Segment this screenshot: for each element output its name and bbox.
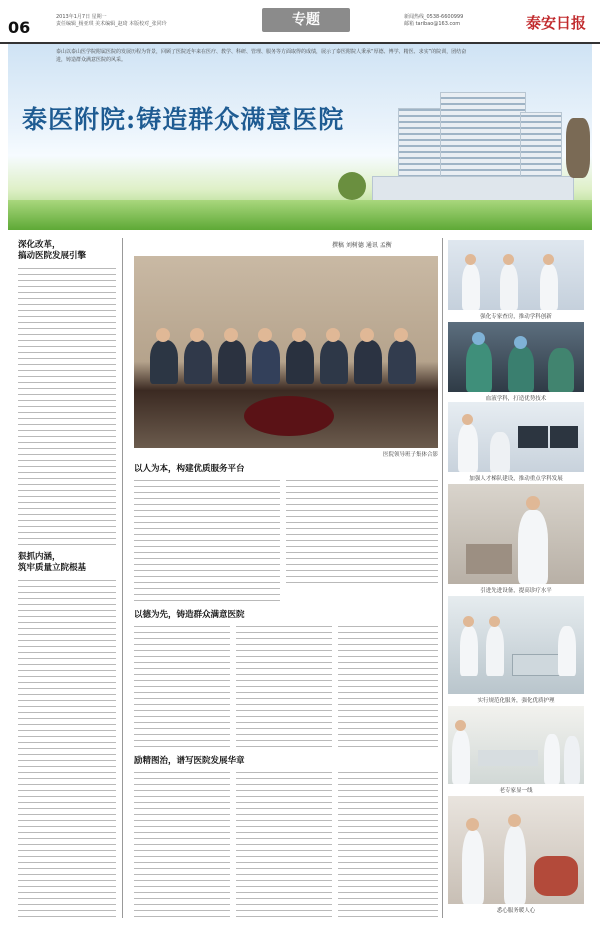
article-text	[134, 624, 230, 750]
section-title: 励精图治，谱写医院发展华章	[134, 756, 245, 766]
group-photo	[134, 256, 438, 448]
edition-date: 2013年1月7日 星期一	[56, 14, 107, 20]
photo-caption: 加强人才梯队建设，推动重点学科发展	[469, 476, 563, 482]
photo-caption: 强化专家查房，推动学科创新	[480, 314, 552, 320]
side-photo	[448, 796, 584, 904]
side-photo	[448, 706, 584, 784]
byline: 撰稿 刘树德 通讯 孟衡	[332, 242, 392, 249]
page-number: 06	[8, 18, 31, 37]
side-photo	[448, 322, 584, 392]
edition-meta	[56, 14, 167, 28]
article-text	[236, 624, 332, 750]
photo-caption: 引进先进设备，提高诊疗水平	[480, 588, 552, 594]
article-text	[338, 624, 438, 750]
article-text	[286, 478, 438, 588]
article-text	[18, 578, 116, 918]
side-photo	[448, 484, 584, 584]
side-photo	[448, 402, 584, 472]
side-photo	[448, 596, 584, 694]
article-text	[134, 770, 230, 918]
page-headline: 泰医附院:铸造群众满意医院	[22, 105, 345, 134]
banner-intro: 泰山以泰山医学院附属医院的发展历程为背景，回顾了医院近年来在医疗、教学、科研、管理、服务等方面取得的成绩，展示了泰医附院人秉承“厚德、博学、精医、求实”的院训，团结奋进，铸造群众满意医院的风采。	[56, 49, 467, 63]
section-tag: 专题	[262, 8, 350, 32]
building-base	[372, 176, 574, 202]
article-text	[338, 770, 438, 918]
contact-email: 邮箱 taribao@163.com	[404, 21, 461, 27]
photo-caption: 老专家显一线	[499, 788, 533, 794]
tree-graphic	[566, 118, 590, 178]
photo-caption: 悉心服务暖人心	[496, 908, 536, 914]
news-hotline: 新闻热线_0538-6600999	[404, 14, 464, 20]
newspaper-logo: 泰安日报	[526, 14, 587, 32]
tree-graphic	[338, 172, 366, 200]
side-photo	[448, 240, 584, 310]
article-text	[236, 770, 332, 918]
photo-caption: 血液学科，打造优势技术	[485, 396, 547, 402]
section-title: 深化改革， 搞动医院发展引擎	[18, 240, 87, 261]
section-title: 狠抓内涵， 筑牢质量立院根基	[18, 552, 87, 573]
banner-lawn	[8, 200, 592, 230]
column-divider	[442, 238, 443, 918]
photo-caption: 实行规范化服务，强化优质护理	[477, 698, 555, 704]
section-title: 以德为先，铸造群众满意医院	[134, 610, 245, 620]
photo-caption: 医院领导班子集体合影	[382, 452, 438, 458]
article-text	[134, 478, 280, 604]
article-text	[18, 266, 116, 548]
contact-info	[404, 14, 463, 28]
edition-editors: 责任编辑_杨亚琪 美术编辑_赵琦 本版校对_张同玲	[56, 21, 167, 27]
column-divider	[122, 238, 123, 918]
section-title: 以人为本，构建优质服务平台	[134, 464, 245, 474]
